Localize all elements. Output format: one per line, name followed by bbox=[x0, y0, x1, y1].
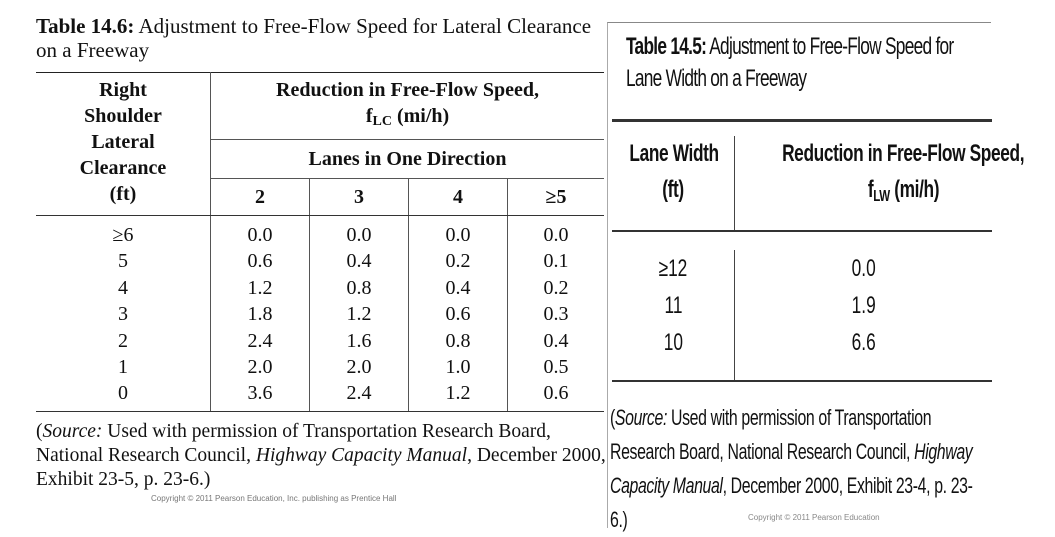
lane-col-header: 3 bbox=[310, 179, 409, 216]
value-cell: 0.6 bbox=[211, 248, 310, 274]
value-cell: 0.6 bbox=[508, 380, 605, 411]
table-row bbox=[36, 301, 604, 327]
table-14-6-caption bbox=[36, 14, 604, 62]
source-paren: ( bbox=[610, 405, 615, 430]
reduction-header bbox=[211, 73, 605, 140]
value-cell: 1.2 bbox=[409, 380, 508, 411]
value-cell: 0.8 bbox=[310, 275, 409, 301]
clearance-cell: 2 bbox=[36, 328, 211, 354]
copyright-notice: Copyright © 2011 Pearson Education bbox=[748, 513, 880, 522]
reduction-symbol: f bbox=[867, 176, 873, 203]
value-cell: 1.0 bbox=[409, 354, 508, 380]
lane-width-header bbox=[612, 136, 735, 230]
row-header-line: Clearance bbox=[79, 157, 167, 179]
clearance-cell: ≥6 bbox=[36, 216, 211, 249]
value-cell: 0.6 bbox=[409, 301, 508, 327]
value-cell: 0.2 bbox=[409, 248, 508, 274]
source-text-end: , December 2000, Exhibit 23-5, p. 23-6.) bbox=[36, 444, 606, 490]
clearance-cell: 1 bbox=[36, 354, 211, 380]
reduction-symbol-line bbox=[867, 172, 938, 215]
reduction-unit: (mi/h) bbox=[391, 105, 450, 127]
value-cell: 2.0 bbox=[310, 354, 409, 380]
row-header-line: (ft) bbox=[109, 183, 137, 205]
lane-col-header: 2 bbox=[211, 179, 310, 216]
value-cell: 0.0 bbox=[211, 216, 310, 249]
reduction-column bbox=[735, 250, 992, 380]
row-header-line: Shoulder bbox=[84, 105, 162, 127]
value-cell: 0.5 bbox=[543, 356, 569, 379]
value-cell: 0.8 bbox=[409, 328, 508, 354]
lane-width-cell: 11 bbox=[664, 292, 682, 319]
caption-text: Adjustment to Free-Flow Speed for Lane Width on a Freeway bbox=[626, 33, 954, 92]
reduction-cell: 6.6 bbox=[851, 329, 876, 356]
lane-width-unit: (ft) bbox=[662, 176, 684, 203]
value-cell: 0.0 bbox=[310, 216, 409, 249]
copyright-notice: Copyright © 2011 Pearson Education, Inc. publishing as Prentice Hall bbox=[151, 493, 397, 503]
value-cell: 0.0 bbox=[409, 216, 508, 249]
value-cell: 2.4 bbox=[211, 328, 310, 354]
reduction-cell: 0.0 bbox=[851, 255, 876, 282]
value-cell: 1.8 bbox=[211, 301, 310, 327]
clearance-cell: 4 bbox=[36, 275, 211, 301]
source-label: Source: bbox=[614, 405, 667, 430]
value-cell: 0.2 bbox=[543, 276, 569, 299]
table-row bbox=[36, 248, 604, 274]
value-cell: 0.1 bbox=[543, 250, 569, 273]
reduction-subscript: LW bbox=[872, 188, 890, 205]
table-header-row bbox=[612, 122, 1025, 230]
table-body bbox=[612, 232, 992, 380]
reduction-symbol: f bbox=[365, 105, 373, 127]
reduction-header-line: Reduction in Free-Flow Speed, bbox=[276, 79, 539, 101]
lane-col-header: ≥5 bbox=[508, 179, 605, 216]
source-text: Used with permission of Transportation Research Board, National Research Council, bbox=[36, 420, 551, 466]
source-text-end: , December 2000, Exhibit 23-4, p. 23-6.) bbox=[610, 473, 973, 532]
reduction-header bbox=[735, 136, 1055, 230]
source-label: Source: bbox=[42, 420, 103, 442]
lane-width-table bbox=[612, 119, 1025, 382]
lane-col-header: 4 bbox=[409, 179, 508, 216]
clearance-cell: 0 bbox=[36, 380, 211, 411]
reduction-header-line: Reduction in Free-Flow Speed, bbox=[782, 140, 1025, 167]
table-row bbox=[36, 216, 604, 249]
source-book-title: Highway Capacity Manual bbox=[255, 444, 468, 466]
row-header-line: Right bbox=[99, 79, 147, 101]
caption-text: Adjustment to Free-Flow Speed for Lateral Clearance on a Freeway bbox=[36, 14, 592, 62]
value-cell: 0.4 bbox=[409, 275, 508, 301]
value-cell: 0.4 bbox=[310, 248, 409, 274]
clearance-cell: 5 bbox=[36, 248, 211, 274]
row-header-line: Lateral bbox=[91, 131, 155, 153]
value-cell: 1.6 bbox=[310, 328, 409, 354]
row-header bbox=[36, 73, 211, 216]
lane-width-cell: ≥12 bbox=[658, 255, 688, 282]
table-row bbox=[36, 328, 604, 354]
clearance-cell: 3 bbox=[36, 301, 211, 327]
source-text: Used with permission of Transportation Research Board, National Research Council, bbox=[610, 405, 932, 464]
caption-label: Table 14.5: bbox=[626, 33, 707, 60]
lane-width-column bbox=[612, 250, 735, 380]
lane-width-cell: 10 bbox=[663, 329, 683, 356]
value-cell: 0.0 bbox=[543, 224, 569, 246]
source-book-title: Highway Capacity Manual bbox=[610, 439, 973, 498]
value-cell: 2.4 bbox=[310, 380, 409, 411]
lane-width-header-line: Lane Width bbox=[629, 140, 719, 167]
table-row bbox=[36, 380, 604, 411]
caption-label: Table 14.6: bbox=[36, 14, 135, 38]
table-14-5-caption bbox=[626, 31, 986, 95]
reduction-symbol-line bbox=[211, 103, 604, 135]
reduction-unit: (mi/h) bbox=[889, 176, 939, 203]
value-cell: 1.2 bbox=[310, 301, 409, 327]
value-cell: 0.3 bbox=[543, 303, 569, 326]
reduction-subscript: LC bbox=[372, 114, 392, 129]
bottom-rule bbox=[612, 380, 992, 382]
table-14-6-source bbox=[36, 420, 616, 492]
table-14-5-panel bbox=[607, 22, 1025, 532]
table-row bbox=[36, 354, 604, 380]
reduction-cell: 1.9 bbox=[851, 292, 876, 319]
value-cell: 3.6 bbox=[211, 380, 310, 411]
table-14-6-panel bbox=[36, 14, 604, 503]
value-cell: 1.2 bbox=[211, 275, 310, 301]
lateral-clearance-table bbox=[36, 72, 604, 412]
value-cell: 0.4 bbox=[543, 329, 569, 352]
lanes-header: Lanes in One Direction bbox=[211, 140, 605, 179]
value-cell: 2.0 bbox=[211, 354, 310, 380]
source-paren: ( bbox=[36, 420, 43, 442]
table-row bbox=[36, 275, 604, 301]
